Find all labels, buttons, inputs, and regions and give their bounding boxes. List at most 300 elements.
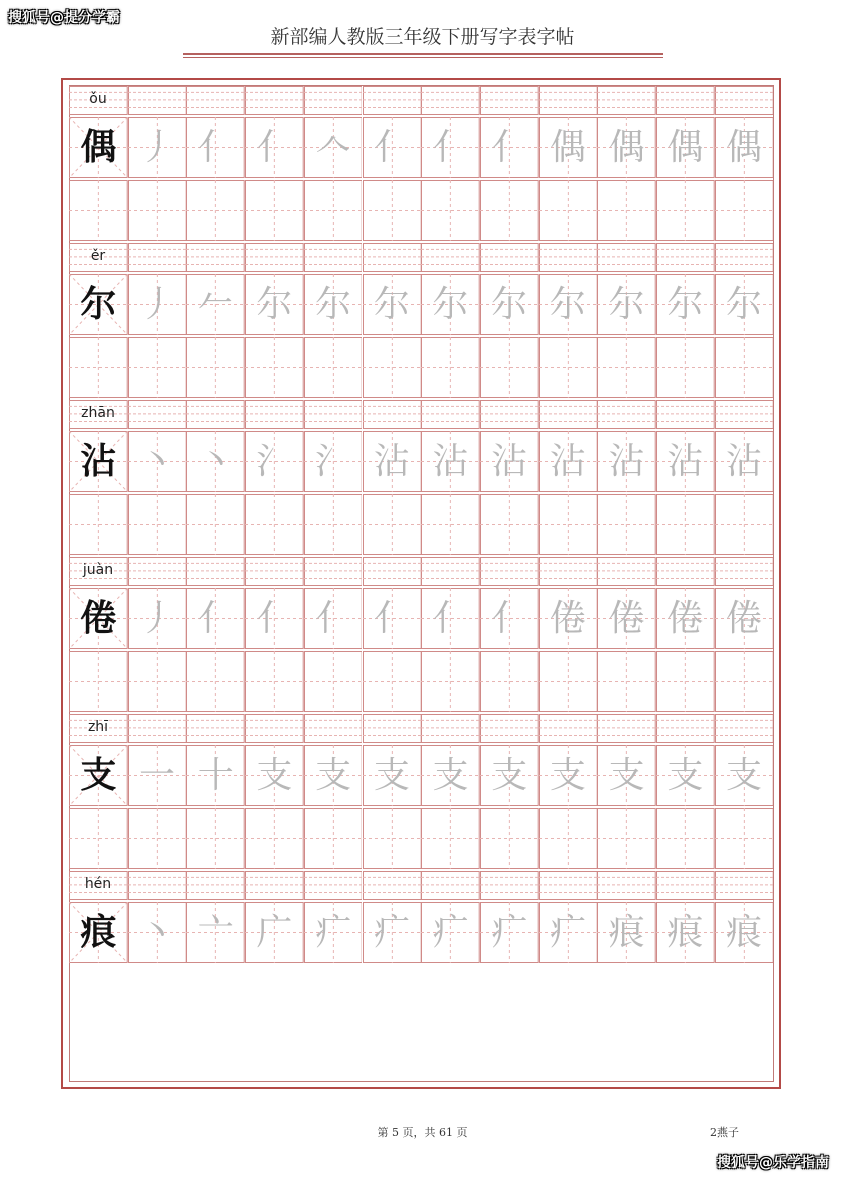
blank-practice-cell[interactable] (539, 651, 598, 712)
stroke-step-cell (421, 902, 480, 963)
stroke-order-row (69, 117, 774, 178)
stroke-step-glyph: 亻 (197, 598, 234, 639)
stroke-step-cell (363, 745, 422, 806)
stroke-step-cell (186, 431, 245, 492)
blank-practice-cell[interactable] (69, 808, 128, 869)
stroke-step-glyph: 尔 (491, 284, 528, 325)
stroke-step-glyph: 亻 (256, 598, 293, 639)
stroke-step-cell (539, 274, 598, 335)
stroke-step-cell (715, 745, 774, 806)
stroke-step-glyph: 氵 (256, 441, 293, 482)
pinyin-cell (304, 400, 363, 429)
stroke-step-cell (421, 431, 480, 492)
blank-practice-cell[interactable] (597, 180, 656, 241)
stroke-step-glyph: 亻 (256, 127, 293, 168)
stroke-step-glyph: 亻 (197, 127, 234, 168)
stroke-step-cell (597, 431, 656, 492)
blank-practice-row (69, 808, 774, 869)
model-character: 倦 (80, 598, 117, 639)
stroke-step-glyph: 尔 (256, 284, 293, 325)
blank-practice-row (69, 180, 774, 241)
pinyin-cell (245, 400, 304, 429)
stroke-step-glyph: 沾 (608, 441, 645, 482)
blank-practice-cell[interactable] (539, 337, 598, 398)
stroke-step-glyph: 尔 (726, 284, 763, 325)
stroke-step-glyph: 痕 (608, 912, 645, 953)
model-character: 尔 (80, 284, 117, 325)
pinyin-cell (539, 86, 598, 115)
blank-practice-row (69, 494, 774, 555)
pinyin-label: juàn (82, 562, 114, 578)
model-character: 支 (80, 755, 117, 796)
stroke-step-glyph: 广 (256, 912, 293, 953)
blank-practice-cell[interactable] (421, 494, 480, 555)
blank-practice-cell[interactable] (304, 651, 363, 712)
stroke-step-cell (186, 588, 245, 649)
blank-practice-cell[interactable] (304, 180, 363, 241)
stroke-step-glyph: 氵 (315, 441, 352, 482)
stroke-step-glyph: 偶 (726, 127, 763, 168)
pinyin-row (69, 400, 774, 429)
stroke-step-cell (245, 274, 304, 335)
blank-practice-row (69, 651, 774, 712)
stroke-step-cell (363, 902, 422, 963)
pinyin-cell (128, 243, 187, 272)
stroke-step-cell (715, 274, 774, 335)
stroke-step-cell (245, 745, 304, 806)
model-char-cell (69, 588, 128, 649)
stroke-step-glyph: 倦 (667, 598, 704, 639)
author-mark: 2燕子 (710, 1126, 739, 1139)
page-number: 第 5 页，共 61 页 (377, 1126, 468, 1139)
pinyin-cell (186, 400, 245, 429)
stroke-step-cell (597, 745, 656, 806)
stroke-step-glyph: 痕 (667, 912, 704, 953)
pinyin-cell (421, 714, 480, 743)
pinyin-cell (128, 557, 187, 586)
stroke-step-glyph: 支 (726, 755, 763, 796)
stroke-step-glyph: 倦 (608, 598, 645, 639)
pinyin-cell (597, 86, 656, 115)
blank-practice-cell[interactable] (304, 494, 363, 555)
pinyin-cell (715, 243, 774, 272)
stroke-step-cell (186, 745, 245, 806)
blank-practice-cell[interactable] (245, 808, 304, 869)
model-char-cell (69, 117, 128, 178)
blank-practice-cell[interactable] (186, 808, 245, 869)
stroke-step-glyph: 倦 (726, 598, 763, 639)
blank-practice-cell[interactable] (539, 180, 598, 241)
blank-practice-cell[interactable] (245, 337, 304, 398)
stroke-step-cell (421, 588, 480, 649)
pinyin-cell (304, 86, 363, 115)
pinyin-cell (597, 243, 656, 272)
stroke-step-cell (245, 431, 304, 492)
blank-practice-cell[interactable] (656, 808, 715, 869)
blank-practice-cell[interactable] (421, 180, 480, 241)
stroke-order-row (69, 902, 774, 963)
stroke-step-cell (480, 902, 539, 963)
stroke-step-cell (480, 588, 539, 649)
model-char-cell (69, 431, 128, 492)
pinyin-cell (128, 714, 187, 743)
blank-practice-cell[interactable] (597, 651, 656, 712)
stroke-step-cell (480, 745, 539, 806)
model-char-cell (69, 274, 128, 335)
stroke-step-cell (304, 431, 363, 492)
blank-practice-cell[interactable] (128, 494, 187, 555)
stroke-step-cell (186, 274, 245, 335)
stroke-step-glyph: 偶 (608, 127, 645, 168)
stroke-step-glyph: 沾 (432, 441, 469, 482)
pinyin-cell (304, 557, 363, 586)
blank-practice-cell[interactable] (186, 180, 245, 241)
stroke-step-glyph: 丶 (197, 441, 234, 482)
stroke-step-glyph: 尔 (432, 284, 469, 325)
stroke-step-cell (597, 274, 656, 335)
stroke-step-glyph: 一 (139, 755, 176, 796)
blank-practice-cell[interactable] (421, 337, 480, 398)
stroke-step-cell (656, 117, 715, 178)
stroke-step-glyph: 亻 (432, 127, 469, 168)
stroke-step-glyph: 支 (256, 755, 293, 796)
blank-practice-cell[interactable] (715, 494, 774, 555)
stroke-step-cell (128, 274, 187, 335)
pinyin-row (69, 871, 774, 900)
pinyin-cell (597, 714, 656, 743)
pinyin-cell (656, 557, 715, 586)
pinyin-cell (656, 871, 715, 900)
pinyin-cell (421, 557, 480, 586)
pinyin-cell (245, 86, 304, 115)
pinyin-cell (597, 400, 656, 429)
stroke-step-glyph: 支 (491, 755, 528, 796)
stroke-step-glyph: 丿 (139, 598, 176, 639)
blank-practice-cell[interactable] (715, 651, 774, 712)
blank-practice-cell[interactable] (69, 494, 128, 555)
pinyin-cell (539, 557, 598, 586)
blank-practice-cell[interactable] (128, 180, 187, 241)
stroke-step-glyph: 亻 (315, 598, 352, 639)
title-rule-thin (183, 57, 663, 58)
pinyin-cell (539, 400, 598, 429)
pinyin-cell (597, 871, 656, 900)
pinyin-cell (363, 400, 422, 429)
blank-practice-cell[interactable] (656, 651, 715, 712)
blank-practice-row (69, 337, 774, 398)
stroke-step-cell (539, 588, 598, 649)
stroke-step-glyph: 支 (373, 755, 410, 796)
stroke-step-glyph: 沾 (667, 441, 704, 482)
stroke-step-cell (186, 902, 245, 963)
stroke-step-glyph: 尔 (667, 284, 704, 325)
stroke-step-cell (656, 431, 715, 492)
stroke-order-row (69, 274, 774, 335)
pinyin-cell (539, 714, 598, 743)
pinyin-cell (656, 714, 715, 743)
blank-practice-cell[interactable] (69, 180, 128, 241)
blank-practice-cell[interactable] (480, 494, 539, 555)
pinyin-cell (715, 714, 774, 743)
stroke-step-cell (363, 117, 422, 178)
pinyin-row (69, 714, 774, 743)
stroke-step-cell (245, 902, 304, 963)
stroke-order-row (69, 745, 774, 806)
pinyin-cell (245, 243, 304, 272)
stroke-step-glyph: 疒 (315, 912, 352, 953)
watermark-bottom: 搜狐号@乐学指南 (717, 1155, 829, 1171)
stroke-step-glyph: 尔 (373, 284, 410, 325)
stroke-step-cell (304, 745, 363, 806)
stroke-step-glyph: 亠 (197, 912, 234, 953)
stroke-step-cell (421, 274, 480, 335)
pinyin-cell (480, 86, 539, 115)
stroke-step-glyph: 偶 (549, 127, 586, 168)
pinyin-cell (480, 243, 539, 272)
stroke-step-glyph: 丶 (139, 912, 176, 953)
stroke-step-glyph: 支 (432, 755, 469, 796)
pinyin-cell (363, 86, 422, 115)
stroke-step-cell (656, 588, 715, 649)
stroke-step-cell (656, 902, 715, 963)
blank-practice-cell[interactable] (480, 337, 539, 398)
stroke-step-cell (539, 745, 598, 806)
blank-practice-cell[interactable] (656, 337, 715, 398)
stroke-step-cell (539, 431, 598, 492)
blank-practice-cell[interactable] (363, 494, 422, 555)
pinyin-cell (128, 86, 187, 115)
stroke-step-cell (539, 117, 598, 178)
stroke-step-glyph: 支 (608, 755, 645, 796)
pinyin-label: ǒu (89, 91, 107, 107)
stroke-step-glyph: 支 (667, 755, 704, 796)
stroke-step-glyph: 倦 (549, 598, 586, 639)
blank-practice-cell[interactable] (69, 651, 128, 712)
blank-practice-cell[interactable] (539, 494, 598, 555)
stroke-step-glyph: 沾 (726, 441, 763, 482)
blank-practice-cell[interactable] (480, 180, 539, 241)
blank-practice-cell[interactable] (715, 808, 774, 869)
blank-practice-cell[interactable] (363, 651, 422, 712)
pinyin-cell (480, 557, 539, 586)
stroke-step-cell (480, 274, 539, 335)
pinyin-cell (421, 400, 480, 429)
pinyin-label: zhī (87, 719, 109, 735)
blank-practice-cell[interactable] (128, 808, 187, 869)
pinyin-cell (363, 243, 422, 272)
pinyin-cell (245, 871, 304, 900)
stroke-step-cell (480, 117, 539, 178)
pinyin-cell (186, 557, 245, 586)
stroke-step-glyph: 疒 (549, 912, 586, 953)
stroke-step-cell (128, 588, 187, 649)
pinyin-cell (421, 243, 480, 272)
blank-practice-cell[interactable] (245, 651, 304, 712)
blank-practice-cell[interactable] (363, 808, 422, 869)
pinyin-label: hén (84, 876, 112, 892)
stroke-step-cell (539, 902, 598, 963)
pinyin-cell (245, 714, 304, 743)
stroke-step-cell (715, 431, 774, 492)
stroke-step-cell (245, 117, 304, 178)
blank-practice-cell[interactable] (480, 808, 539, 869)
stroke-step-cell (715, 117, 774, 178)
stroke-step-cell (304, 117, 363, 178)
stroke-step-cell (597, 588, 656, 649)
pinyin-cell (128, 871, 187, 900)
blank-practice-cell[interactable] (597, 808, 656, 869)
pinyin-cell (539, 243, 598, 272)
stroke-step-glyph: 亻 (373, 127, 410, 168)
model-character: 偶 (80, 127, 117, 168)
stroke-step-cell (597, 902, 656, 963)
stroke-step-glyph: 尔 (315, 284, 352, 325)
blank-practice-cell[interactable] (304, 808, 363, 869)
blank-practice-cell[interactable] (421, 808, 480, 869)
stroke-step-cell (656, 274, 715, 335)
stroke-step-cell (715, 902, 774, 963)
stroke-step-glyph: 𠆢 (315, 127, 352, 168)
stroke-step-cell (421, 745, 480, 806)
page-title: 新部编人教版三年级下册写字表字帖 (270, 26, 575, 48)
stroke-step-glyph: 尔 (549, 284, 586, 325)
stroke-step-glyph: 亻 (432, 598, 469, 639)
stroke-step-cell (715, 588, 774, 649)
stroke-step-glyph: 疒 (373, 912, 410, 953)
stroke-step-cell (304, 588, 363, 649)
blank-practice-cell[interactable] (363, 180, 422, 241)
pinyin-cell (186, 243, 245, 272)
pinyin-cell (304, 714, 363, 743)
stroke-step-cell (421, 117, 480, 178)
pinyin-cell (715, 557, 774, 586)
pinyin-row (69, 86, 774, 115)
stroke-step-glyph: 沾 (491, 441, 528, 482)
model-character: 沾 (80, 441, 117, 482)
pinyin-row (69, 557, 774, 586)
stroke-step-cell (656, 745, 715, 806)
stroke-step-cell (363, 588, 422, 649)
pinyin-cell (363, 557, 422, 586)
stroke-step-cell (304, 274, 363, 335)
stroke-step-cell (597, 117, 656, 178)
stroke-step-glyph: 亻 (491, 127, 528, 168)
title-rule-thick (183, 53, 663, 55)
stroke-step-glyph: 亻 (491, 598, 528, 639)
stroke-step-glyph: 亻 (373, 598, 410, 639)
pinyin-cell (715, 871, 774, 900)
pinyin-cell (539, 871, 598, 900)
stroke-step-glyph: 丿 (139, 127, 176, 168)
stroke-step-cell (128, 745, 187, 806)
blank-practice-cell[interactable] (597, 337, 656, 398)
blank-practice-cell[interactable] (539, 808, 598, 869)
pinyin-cell (656, 86, 715, 115)
pinyin-row (69, 243, 774, 272)
pinyin-cell (363, 714, 422, 743)
blank-practice-cell[interactable] (656, 494, 715, 555)
blank-practice-cell[interactable] (186, 337, 245, 398)
model-char-cell (69, 745, 128, 806)
pinyin-cell (715, 86, 774, 115)
blank-practice-cell[interactable] (245, 494, 304, 555)
blank-practice-cell[interactable] (715, 180, 774, 241)
blank-practice-cell[interactable] (421, 651, 480, 712)
stroke-step-glyph: 疒 (432, 912, 469, 953)
stroke-step-cell (245, 588, 304, 649)
stroke-step-glyph: 支 (549, 755, 586, 796)
blank-practice-cell[interactable] (69, 337, 128, 398)
pinyin-cell (656, 400, 715, 429)
pinyin-cell (656, 243, 715, 272)
pinyin-cell (304, 871, 363, 900)
stroke-step-cell (128, 431, 187, 492)
stroke-step-glyph: 沾 (549, 441, 586, 482)
stroke-step-cell (186, 117, 245, 178)
stroke-step-glyph: 沾 (373, 441, 410, 482)
stroke-step-cell (480, 431, 539, 492)
blank-practice-cell[interactable] (480, 651, 539, 712)
stroke-order-row (69, 588, 774, 649)
pinyin-cell (421, 86, 480, 115)
blank-practice-cell[interactable] (186, 651, 245, 712)
model-char-cell (69, 902, 128, 963)
stroke-step-cell (304, 902, 363, 963)
pinyin-cell (421, 871, 480, 900)
pinyin-cell (480, 871, 539, 900)
pinyin-cell (304, 243, 363, 272)
stroke-step-glyph: 痕 (726, 912, 763, 953)
pinyin-cell (363, 871, 422, 900)
stroke-step-glyph: 支 (315, 755, 352, 796)
pinyin-label: ěr (90, 248, 106, 264)
watermark-top: 搜狐号@提分学霸 (8, 10, 120, 26)
stroke-step-glyph: 丶 (139, 441, 176, 482)
blank-practice-cell[interactable] (656, 180, 715, 241)
pinyin-cell (186, 871, 245, 900)
stroke-step-cell (128, 902, 187, 963)
pinyin-label: zhān (81, 405, 115, 421)
pinyin-cell (128, 400, 187, 429)
stroke-step-glyph: 丿 (139, 284, 176, 325)
stroke-step-cell (128, 117, 187, 178)
pinyin-cell (480, 714, 539, 743)
stroke-step-glyph: 疒 (491, 912, 528, 953)
stroke-order-row (69, 431, 774, 492)
stroke-step-glyph: 十 (197, 755, 234, 796)
stroke-step-glyph: 偶 (667, 127, 704, 168)
stroke-step-glyph: 𠂉 (197, 284, 234, 325)
blank-practice-cell[interactable] (715, 337, 774, 398)
pinyin-cell (715, 400, 774, 429)
blank-practice-cell[interactable] (245, 180, 304, 241)
stroke-step-cell (363, 431, 422, 492)
blank-practice-cell[interactable] (128, 651, 187, 712)
pinyin-cell (245, 557, 304, 586)
stroke-step-cell (363, 274, 422, 335)
pinyin-cell (186, 714, 245, 743)
blank-practice-cell[interactable] (128, 337, 187, 398)
model-character: 痕 (80, 912, 117, 953)
pinyin-cell (186, 86, 245, 115)
blank-practice-cell[interactable] (304, 337, 363, 398)
pinyin-cell (597, 557, 656, 586)
blank-practice-cell[interactable] (363, 337, 422, 398)
blank-practice-cell[interactable] (186, 494, 245, 555)
pinyin-cell (480, 400, 539, 429)
blank-practice-cell[interactable] (597, 494, 656, 555)
stroke-step-glyph: 尔 (608, 284, 645, 325)
